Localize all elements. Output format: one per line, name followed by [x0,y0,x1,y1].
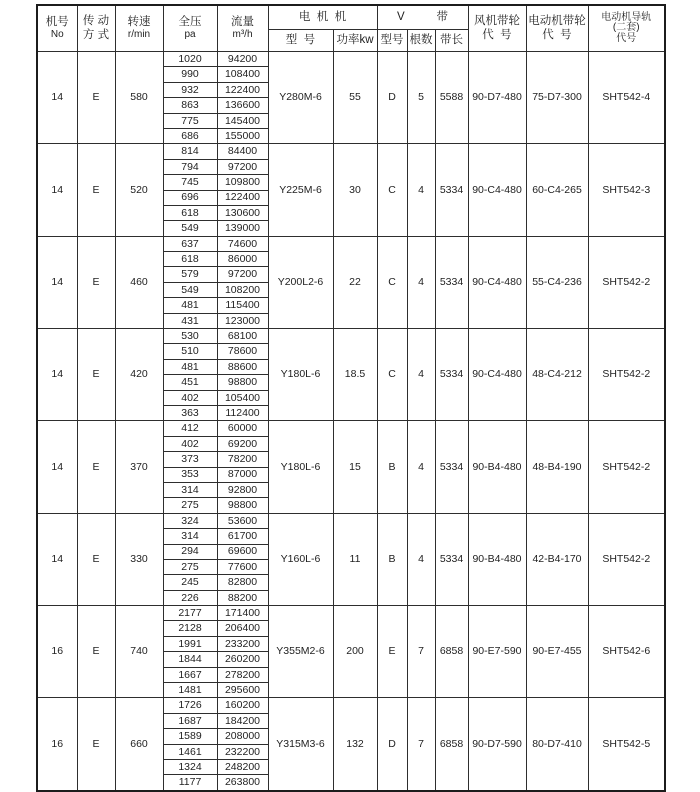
belt-count-cell: 4 [407,236,435,328]
machine-no-cell: 16 [37,606,77,698]
pressure-cell: 275 [163,498,217,513]
flow-cell: 88600 [217,359,268,374]
pressure-cell: 226 [163,590,217,605]
flow-cell: 233200 [217,636,268,651]
pressure-cell: 402 [163,436,217,451]
pressure-cell: 990 [163,67,217,82]
motor-rail-cell: SHT542-4 [588,52,665,144]
spec-row [37,698,665,713]
pressure-cell: 745 [163,175,217,190]
flow-cell: 97200 [217,159,268,174]
header-drive-mode: 传 动 方 式 [77,5,115,52]
motor-rail-cell: SHT542-2 [588,329,665,421]
header-vbelt-model: 型号 [377,30,407,52]
flow-cell: 88200 [217,590,268,605]
belt-model-cell: C [377,144,407,236]
header-motor-group: 电 机 机 [268,5,377,30]
motor-pulley-cell: 55-C4-236 [526,236,588,328]
belt-count-cell: 7 [407,606,435,698]
motor-model-cell: Y355M2-6 [268,606,333,698]
flow-cell: 263800 [217,775,268,791]
flow-cell: 105400 [217,390,268,405]
pressure-cell: 431 [163,313,217,328]
drive-mode-cell: E [77,52,115,144]
header-flow: 流量 m³/h [217,5,268,52]
drive-mode-cell: E [77,144,115,236]
header-speed: 转速 r/min [115,5,163,52]
flow-cell: 78200 [217,452,268,467]
pressure-cell: 530 [163,329,217,344]
spec-row [37,52,665,67]
speed-cell: 740 [115,606,163,698]
flow-cell: 69200 [217,436,268,451]
pressure-cell: 863 [163,98,217,113]
pressure-cell: 579 [163,267,217,282]
belt-length-cell: 6858 [435,606,468,698]
pressure-cell: 1589 [163,729,217,744]
motor-model-cell: Y200L2-6 [268,236,333,328]
machine-no-cell: 16 [37,698,77,791]
machine-no-cell: 14 [37,52,77,144]
speed-cell: 420 [115,329,163,421]
belt-length-cell: 5588 [435,52,468,144]
belt-length-cell: 5334 [435,236,468,328]
flow-cell: 171400 [217,606,268,621]
pressure-cell: 275 [163,559,217,574]
header-pressure: 全压 pa [163,5,217,52]
belt-model-cell: C [377,236,407,328]
pressure-cell: 412 [163,421,217,436]
flow-cell: 109800 [217,175,268,190]
table-body [37,52,665,791]
belt-count-cell: 5 [407,52,435,144]
motor-pulley-cell: 42-B4-170 [526,513,588,605]
belt-model-cell: B [377,421,407,513]
pressure-cell: 775 [163,113,217,128]
machine-no-cell: 14 [37,513,77,605]
flow-cell: 160200 [217,698,268,713]
pressure-cell: 814 [163,144,217,159]
machine-no-cell: 14 [37,144,77,236]
flow-cell: 98800 [217,498,268,513]
pressure-cell: 1324 [163,759,217,774]
belt-model-cell: D [377,52,407,144]
spec-row [37,606,665,621]
flow-cell: 115400 [217,298,268,313]
belt-count-cell: 4 [407,329,435,421]
motor-power-cell: 200 [333,606,377,698]
fan-pulley-cell: 90-C4-480 [468,329,526,421]
machine-no-cell: 14 [37,236,77,328]
flow-cell: 248200 [217,759,268,774]
pressure-cell: 363 [163,405,217,420]
belt-model-cell: B [377,513,407,605]
belt-length-cell: 5334 [435,421,468,513]
belt-length-cell: 5334 [435,329,468,421]
belt-model-cell: E [377,606,407,698]
motor-power-cell: 11 [333,513,377,605]
flow-cell: 68100 [217,329,268,344]
pressure-cell: 1667 [163,667,217,682]
drive-mode-cell: E [77,698,115,791]
pressure-cell: 314 [163,482,217,497]
flow-cell: 108400 [217,67,268,82]
pressure-cell: 1687 [163,713,217,728]
motor-power-cell: 15 [333,421,377,513]
header-motor-model: 型 号 [268,30,333,52]
flow-cell: 92800 [217,482,268,497]
header-vbelt-count: 根数 [407,30,435,52]
pressure-cell: 794 [163,159,217,174]
motor-pulley-cell: 90-E7-455 [526,606,588,698]
drive-mode-cell: E [77,329,115,421]
motor-model-cell: Y160L-6 [268,513,333,605]
flow-cell: 206400 [217,621,268,636]
pressure-cell: 1726 [163,698,217,713]
flow-cell: 112400 [217,405,268,420]
header-machine-no: 机号 No [37,5,77,52]
motor-model-cell: Y315M3-6 [268,698,333,791]
flow-cell: 82800 [217,575,268,590]
flow-cell: 97200 [217,267,268,282]
machine-no-cell: 14 [37,329,77,421]
fan-pulley-cell: 90-C4-480 [468,236,526,328]
belt-length-cell: 6858 [435,698,468,791]
motor-power-cell: 55 [333,52,377,144]
flow-cell: 295600 [217,683,268,698]
pressure-cell: 451 [163,375,217,390]
motor-pulley-cell: 48-C4-212 [526,329,588,421]
speed-cell: 580 [115,52,163,144]
flow-cell: 94200 [217,52,268,67]
motor-model-cell: Y280M-6 [268,52,333,144]
fan-motor-spec-table [36,4,666,792]
drive-mode-cell: E [77,236,115,328]
pressure-cell: 1177 [163,775,217,791]
motor-rail-cell: SHT542-2 [588,236,665,328]
pressure-cell: 549 [163,221,217,236]
motor-model-cell: Y180L-6 [268,329,333,421]
header-fan-pulley: 风机带轮 代 号 [468,5,526,52]
drive-mode-cell: E [77,513,115,605]
flow-cell: 122400 [217,190,268,205]
flow-cell: 69600 [217,544,268,559]
pressure-cell: 932 [163,82,217,97]
header-vbelt-group: V 带 [377,5,468,30]
drive-mode-cell: E [77,606,115,698]
flow-cell: 232200 [217,744,268,759]
flow-cell: 53600 [217,513,268,528]
machine-no-cell: 14 [37,421,77,513]
spec-row [37,421,665,436]
speed-cell: 460 [115,236,163,328]
header-motor-power: 功率kw [333,30,377,52]
flow-cell: 77600 [217,559,268,574]
pressure-cell: 618 [163,252,217,267]
motor-power-cell: 22 [333,236,377,328]
flow-cell: 155000 [217,128,268,143]
motor-model-cell: Y225M-6 [268,144,333,236]
flow-cell: 145400 [217,113,268,128]
flow-cell: 84400 [217,144,268,159]
motor-rail-cell: SHT542-3 [588,144,665,236]
header-vbelt-length: 带长 [435,30,468,52]
spec-row [37,236,665,251]
speed-cell: 520 [115,144,163,236]
pressure-cell: 402 [163,390,217,405]
belt-length-cell: 5334 [435,513,468,605]
motor-rail-cell: SHT542-5 [588,698,665,791]
fan-pulley-cell: 90-B4-480 [468,421,526,513]
speed-cell: 370 [115,421,163,513]
table-header [37,5,665,52]
spec-row [37,329,665,344]
flow-cell: 60000 [217,421,268,436]
spec-row [37,513,665,528]
flow-cell: 139000 [217,221,268,236]
belt-count-cell: 4 [407,421,435,513]
belt-count-cell: 4 [407,513,435,605]
drive-mode-cell: E [77,421,115,513]
motor-power-cell: 30 [333,144,377,236]
pressure-cell: 1481 [163,683,217,698]
pressure-cell: 549 [163,282,217,297]
pressure-cell: 1020 [163,52,217,67]
motor-pulley-cell: 60-C4-265 [526,144,588,236]
flow-cell: 108200 [217,282,268,297]
flow-cell: 130600 [217,205,268,220]
motor-power-cell: 18.5 [333,329,377,421]
flow-cell: 136600 [217,98,268,113]
pressure-cell: 1991 [163,636,217,651]
flow-cell: 61700 [217,529,268,544]
flow-cell: 260200 [217,652,268,667]
belt-model-cell: D [377,698,407,791]
pressure-cell: 481 [163,359,217,374]
pressure-cell: 245 [163,575,217,590]
fan-pulley-cell: 90-C4-480 [468,144,526,236]
header-motor-rail: 电动机导轨 (二套) 代号 [588,5,665,52]
flow-cell: 87000 [217,467,268,482]
header-motor-pulley: 电动机带轮 代 号 [526,5,588,52]
pressure-cell: 637 [163,236,217,251]
flow-cell: 74600 [217,236,268,251]
flow-cell: 184200 [217,713,268,728]
belt-length-cell: 5334 [435,144,468,236]
speed-cell: 330 [115,513,163,605]
pressure-cell: 686 [163,128,217,143]
pressure-cell: 324 [163,513,217,528]
pressure-cell: 294 [163,544,217,559]
motor-rail-cell: SHT542-2 [588,421,665,513]
fan-pulley-cell: 90-E7-590 [468,606,526,698]
flow-cell: 122400 [217,82,268,97]
motor-pulley-cell: 48-B4-190 [526,421,588,513]
flow-cell: 86000 [217,252,268,267]
motor-pulley-cell: 75-D7-300 [526,52,588,144]
belt-count-cell: 7 [407,698,435,791]
pressure-cell: 1844 [163,652,217,667]
motor-model-cell: Y180L-6 [268,421,333,513]
fan-pulley-cell: 90-D7-480 [468,52,526,144]
fan-pulley-cell: 90-B4-480 [468,513,526,605]
pressure-cell: 373 [163,452,217,467]
belt-count-cell: 4 [407,144,435,236]
pressure-cell: 696 [163,190,217,205]
pressure-cell: 510 [163,344,217,359]
motor-rail-cell: SHT542-6 [588,606,665,698]
motor-rail-cell: SHT542-2 [588,513,665,605]
pressure-cell: 353 [163,467,217,482]
spec-row [37,144,665,159]
flow-cell: 123000 [217,313,268,328]
pressure-cell: 2177 [163,606,217,621]
belt-model-cell: C [377,329,407,421]
motor-pulley-cell: 80-D7-410 [526,698,588,791]
flow-cell: 98800 [217,375,268,390]
flow-cell: 78600 [217,344,268,359]
speed-cell: 660 [115,698,163,791]
fan-pulley-cell: 90-D7-590 [468,698,526,791]
motor-power-cell: 132 [333,698,377,791]
flow-cell: 278200 [217,667,268,682]
pressure-cell: 481 [163,298,217,313]
flow-cell: 208000 [217,729,268,744]
pressure-cell: 1461 [163,744,217,759]
pressure-cell: 2128 [163,621,217,636]
pressure-cell: 618 [163,205,217,220]
pressure-cell: 314 [163,529,217,544]
